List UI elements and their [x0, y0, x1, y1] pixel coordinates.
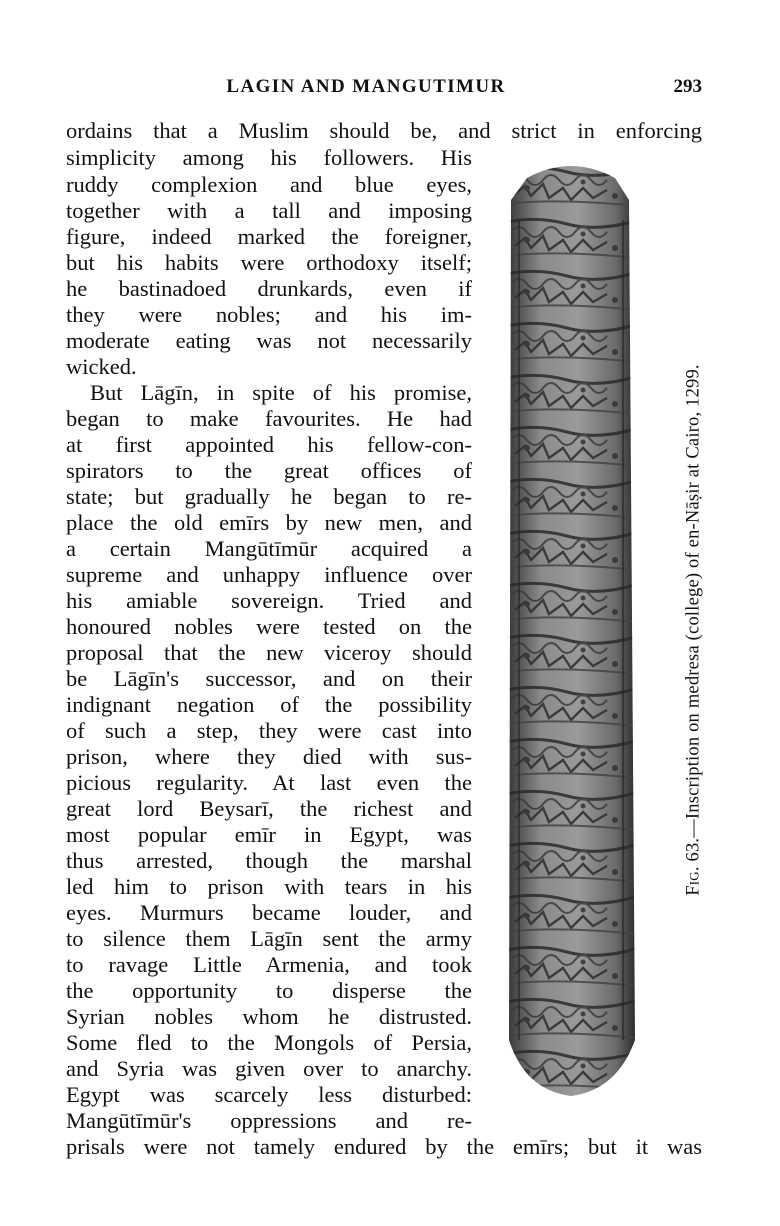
text-line: moderate eating was not necessarily	[66, 328, 472, 353]
text-line: of such a step, they were cast into	[66, 718, 472, 743]
text-line: he bastinadoed drunkards, even if	[66, 276, 472, 301]
text-line: Some fled to the Mongols of Persia,	[66, 1030, 472, 1055]
figure-caption-text: —Inscription on medresa (college) of en-Nāṣir at Cairo, 1299.	[683, 364, 704, 838]
text-line: place the old emīrs by new men, and	[66, 510, 472, 535]
page-number: 293	[673, 76, 702, 97]
text-line: honoured nobles were tested on the	[66, 614, 472, 639]
text-line: at first appointed his fellow-con-	[66, 432, 472, 457]
text-line: ordains that a Muslim should be, and strict in enforcing	[66, 118, 702, 143]
text-line: together with a tall and imposing	[66, 198, 472, 223]
text-line: and Syria was given over to anarchy.	[66, 1056, 472, 1081]
figure-label: Fig. 63.	[683, 837, 704, 896]
text-line: a certain Mangūtīmūr acquired a	[66, 536, 472, 561]
text-line: they were nobles; and his im-	[66, 302, 472, 327]
text-line: prison, where they died with sus-	[66, 744, 472, 769]
text-line: great lord Beysarī, the richest and	[66, 796, 472, 821]
inscription-figure	[497, 160, 645, 1100]
text-line: eyes. Murmurs became louder, and	[66, 900, 472, 925]
running-head	[66, 76, 702, 100]
text-line: Syrian nobles whom he distrusted.	[66, 1004, 472, 1029]
text-line: be Lāgīn's successor, and on their	[66, 666, 472, 691]
text-line: to silence them Lāgīn sent the army	[66, 926, 472, 951]
text-line: indignant negation of the possibility	[66, 692, 472, 717]
text-line: supreme and unhappy influence over	[66, 562, 472, 587]
text-line: the opportunity to disperse the	[66, 978, 472, 1003]
text-line: ruddy complexion and blue eyes,	[66, 172, 472, 197]
text-line: picious regularity. At last even the	[66, 770, 472, 795]
text-line: proposal that the new viceroy should	[66, 640, 472, 665]
figure-caption	[676, 160, 712, 1100]
text-line: Egypt was scarcely less disturbed:	[66, 1082, 472, 1107]
text-line: spirators to the great offices of	[66, 458, 472, 483]
text-line: most popular emīr in Egypt, was	[66, 822, 472, 847]
running-title: LAGIN AND MANGUTIMUR	[226, 76, 506, 97]
text-line: his amiable sovereign. Tried and	[66, 588, 472, 613]
text-line: figure, indeed marked the foreigner,	[66, 224, 472, 249]
text-line: wicked.	[66, 354, 137, 379]
text-line: to ravage Little Armenia, and took	[66, 952, 472, 977]
text-line: but his habits were orthodoxy itself;	[66, 250, 472, 275]
text-line: state; but gradually he began to re-	[66, 484, 472, 509]
text-line: simplicity among his followers. His	[66, 145, 472, 170]
text-line: prisals were not tamely endured by the emīrs; but it was	[66, 1134, 702, 1159]
text-line: began to make favourites. He had	[66, 406, 472, 431]
text-line: Mangūtīmūr's oppressions and re-	[66, 1108, 472, 1133]
text-line: led him to prison with tears in his	[66, 874, 472, 899]
inscription-illustration	[497, 160, 645, 1100]
text-line: thus arrested, though the marshal	[66, 848, 472, 873]
paragraph-first-line: But Lāgīn, in spite of his promise,	[90, 380, 472, 405]
